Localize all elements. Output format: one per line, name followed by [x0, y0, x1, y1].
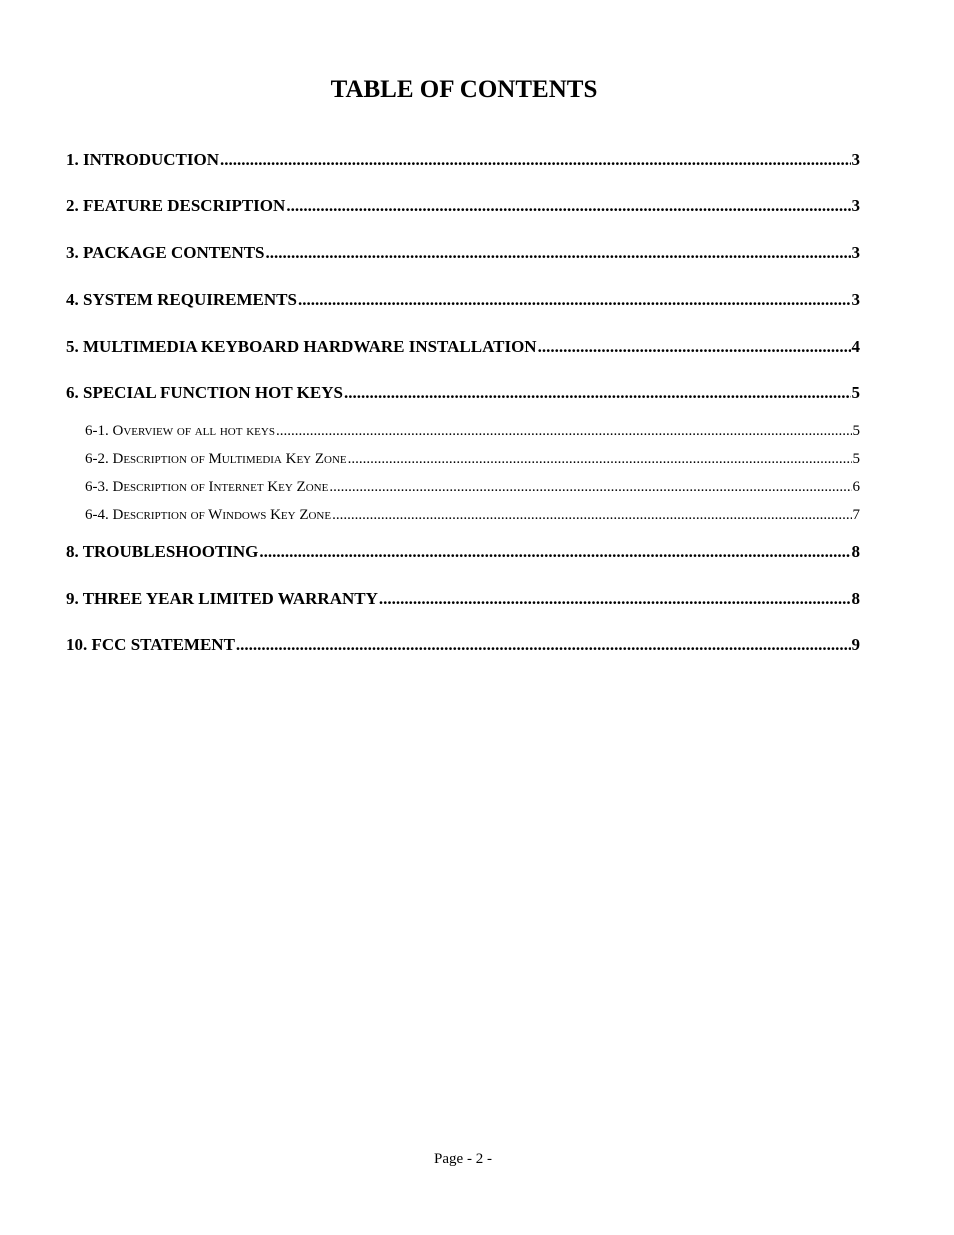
toc-entry-page-number: 8 [851, 589, 860, 608]
page-title: TABLE OF CONTENTS [330, 76, 598, 103]
dot-leader [348, 449, 852, 469]
toc-entry-system-requirements[interactable] [66, 289, 860, 311]
toc-entry-label: 6-3. Description of Internet Key Zone [85, 479, 329, 495]
toc-entry-label: 8. TROUBLESHOOTING [66, 542, 259, 561]
toc-entry-label: 3. PACKAGE CONTENTS [66, 243, 265, 262]
toc-entry-label: 6-4. Description of Windows Key Zone [85, 507, 332, 523]
toc-entry-label: 9. THREE YEAR LIMITED WARRANTY [66, 589, 378, 608]
toc-entry-internet-key-zone[interactable] [85, 477, 860, 497]
toc-entry-page-number: 3 [851, 243, 860, 262]
dot-leader [344, 382, 851, 404]
dot-leader [538, 336, 851, 358]
toc-entry-page-number: 6 [852, 479, 860, 495]
toc-entry-hardware-installation[interactable] [66, 336, 860, 358]
toc-entry-feature-description[interactable] [66, 195, 860, 217]
dot-leader [332, 505, 851, 525]
page-footer: Page - 2 - [434, 1151, 492, 1167]
toc-entry-multimedia-key-zone[interactable] [85, 449, 860, 469]
toc-entry-introduction[interactable] [66, 149, 860, 171]
dot-leader [266, 242, 851, 264]
dot-leader [329, 477, 851, 497]
dot-leader [259, 541, 850, 563]
toc-entry-page-number: 5 [852, 451, 860, 467]
toc-entry-page-number: 3 [851, 290, 860, 309]
dot-leader [298, 289, 851, 311]
toc-entry-label: 1. INTRODUCTION [66, 150, 220, 169]
toc-entry-page-number: 8 [851, 542, 860, 561]
toc-entry-page-number: 3 [851, 196, 860, 215]
toc-entry-troubleshooting[interactable] [66, 541, 860, 563]
toc-entry-label: 10. FCC STATEMENT [66, 635, 235, 654]
toc-entry-label: 6-2. Description of Multimedia Key Zone [85, 451, 347, 467]
toc-entry-page-number: 5 [852, 423, 860, 439]
toc-entry-label: 6. SPECIAL FUNCTION HOT KEYS [66, 383, 343, 402]
toc-entry-label: 4. SYSTEM REQUIREMENTS [66, 290, 297, 309]
dot-leader [379, 588, 851, 610]
toc-entry-page-number: 4 [851, 337, 860, 356]
toc-entry-special-function-hot-keys[interactable] [66, 382, 860, 404]
toc-entry-fcc-statement[interactable] [66, 634, 860, 656]
toc-entry-page-number: 3 [851, 150, 860, 169]
toc-entry-page-number: 5 [851, 383, 860, 402]
toc-entry-page-number: 7 [852, 507, 860, 523]
toc-entry-label: 5. MULTIMEDIA KEYBOARD HARDWARE INSTALLATION [66, 337, 537, 356]
toc-entry-package-contents[interactable] [66, 242, 860, 264]
dot-leader [286, 195, 850, 217]
toc-entry-limited-warranty[interactable] [66, 588, 860, 610]
toc-entry-page-number: 9 [851, 635, 860, 654]
dot-leader [220, 149, 850, 171]
dot-leader [236, 634, 851, 656]
toc-entry-label: 6-1. Overview of all hot keys [85, 423, 275, 439]
toc-entry-overview-hot-keys[interactable] [85, 421, 860, 441]
toc-entry-label: 2. FEATURE DESCRIPTION [66, 196, 286, 215]
toc-entry-windows-key-zone[interactable] [85, 505, 860, 525]
dot-leader [276, 421, 852, 441]
